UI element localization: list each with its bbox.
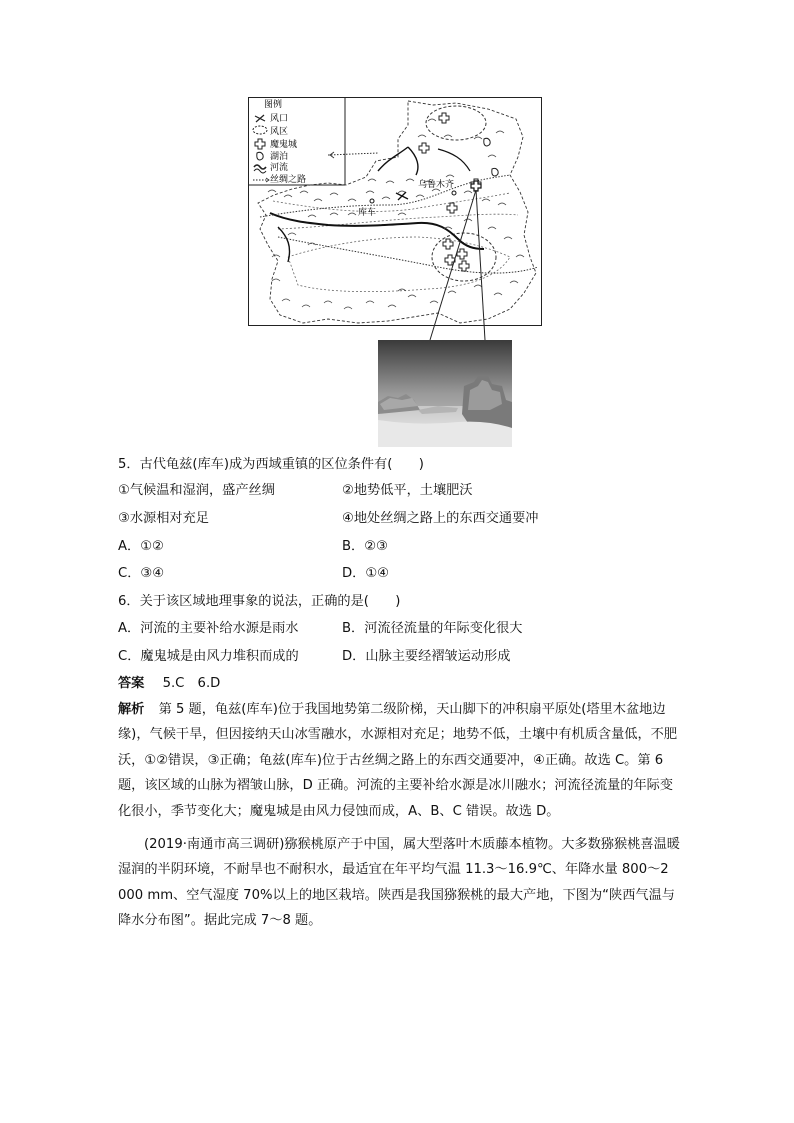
- city-urumqi-label: 乌鲁木齐: [418, 180, 455, 190]
- q5-choice-b: B．②③: [342, 539, 388, 554]
- q5-choice-c: C．③④: [118, 566, 165, 581]
- legend-label-silk-road: 丝绸之路: [270, 175, 307, 185]
- analysis-label: 解析: [118, 702, 145, 717]
- analysis-paragraph: [118, 697, 680, 824]
- legend-title: 图例: [264, 100, 283, 110]
- answer-label: 答案: [118, 676, 145, 691]
- q6-stem: 6．关于该区域地理事象的说法，正确的是( ): [118, 594, 401, 609]
- q6-choice-a: A．河流的主要补给水源是雨水: [118, 621, 299, 636]
- q5-choice-a: A．①②: [118, 539, 164, 554]
- city-kuqa-label: 库车: [358, 208, 377, 218]
- analysis-text: 第 5 题，龟兹(库车)位于我国地势第二级阶梯，天山脚下的冲积扇平原处(塔里木盆地边缘)，气候干旱，但因接纳天山冰雪融水，水源相对充足；地势不低，土壤中有机质含量低，不肥沃，①②错误，③正确；龟兹(库车)位于古丝绸之路上的东西交通要冲，④正确。故选 C。第 6 题，该区域的山脉为褶皱山脉，D 正确。河流的主要补给水源是冰川融水；河流径流量的年际变化很小，季节变化大；魔鬼城是由风力侵蚀而成，A、B、C 错误。故选 D。: [118, 702, 678, 819]
- legend-label-lake: 湖泊: [270, 152, 289, 162]
- q5-stem: 5．古代龟兹(库车)成为西域重镇的区位条件有( ): [118, 457, 424, 472]
- legend-label-ghost-city: 魔鬼城: [270, 140, 298, 150]
- q5-choice-d: D．①④: [342, 566, 389, 581]
- q5-option-2: ②地势低平，土壤肥沃: [342, 483, 473, 498]
- ghost-city-photo: [378, 340, 512, 447]
- xinjiang-map: [248, 97, 542, 326]
- q5-option-3: ③水源相对充足: [118, 511, 209, 526]
- q5-option-4: ④地处丝绸之路上的东西交通要冲: [342, 511, 539, 526]
- q6-choice-b: B．河流径流量的年际变化很大: [342, 621, 523, 636]
- legend-label-river: 河流: [270, 163, 289, 173]
- legend-label-wind-area: 风区: [270, 127, 289, 137]
- intro-paragraph: (2019·南通市高三调研)猕猴桃原产于中国，属大型落叶木质藤本植物。大多数猕猴桃喜温暖湿润的半阴环境，不耐旱也不耐积水，最适宜在年平均气温 11.3～16.9℃、年降水量 800～2 000 mm、空气湿度 70%以上的地区栽培。陕西是我国猕猴桃的最大产地，下图为“陕西气温与降水分布图”。据此完成 7～8 题。: [118, 837, 680, 929]
- kuqa-dot: [370, 199, 374, 203]
- q6-choice-c: C．魔鬼城是由风力堆积而成的: [118, 649, 299, 664]
- urumqi-dot: [452, 191, 456, 195]
- q6-choice-d: D．山脉主要经褶皱运动形成: [342, 649, 511, 664]
- q5-option-1: ①气候温和湿润，盛产丝绸: [118, 483, 275, 498]
- answer-line: [118, 675, 220, 693]
- answer-value: 5.C 6.D: [162, 676, 221, 691]
- legend-label-pass: 风口: [270, 114, 289, 124]
- lake-icon: [257, 152, 263, 160]
